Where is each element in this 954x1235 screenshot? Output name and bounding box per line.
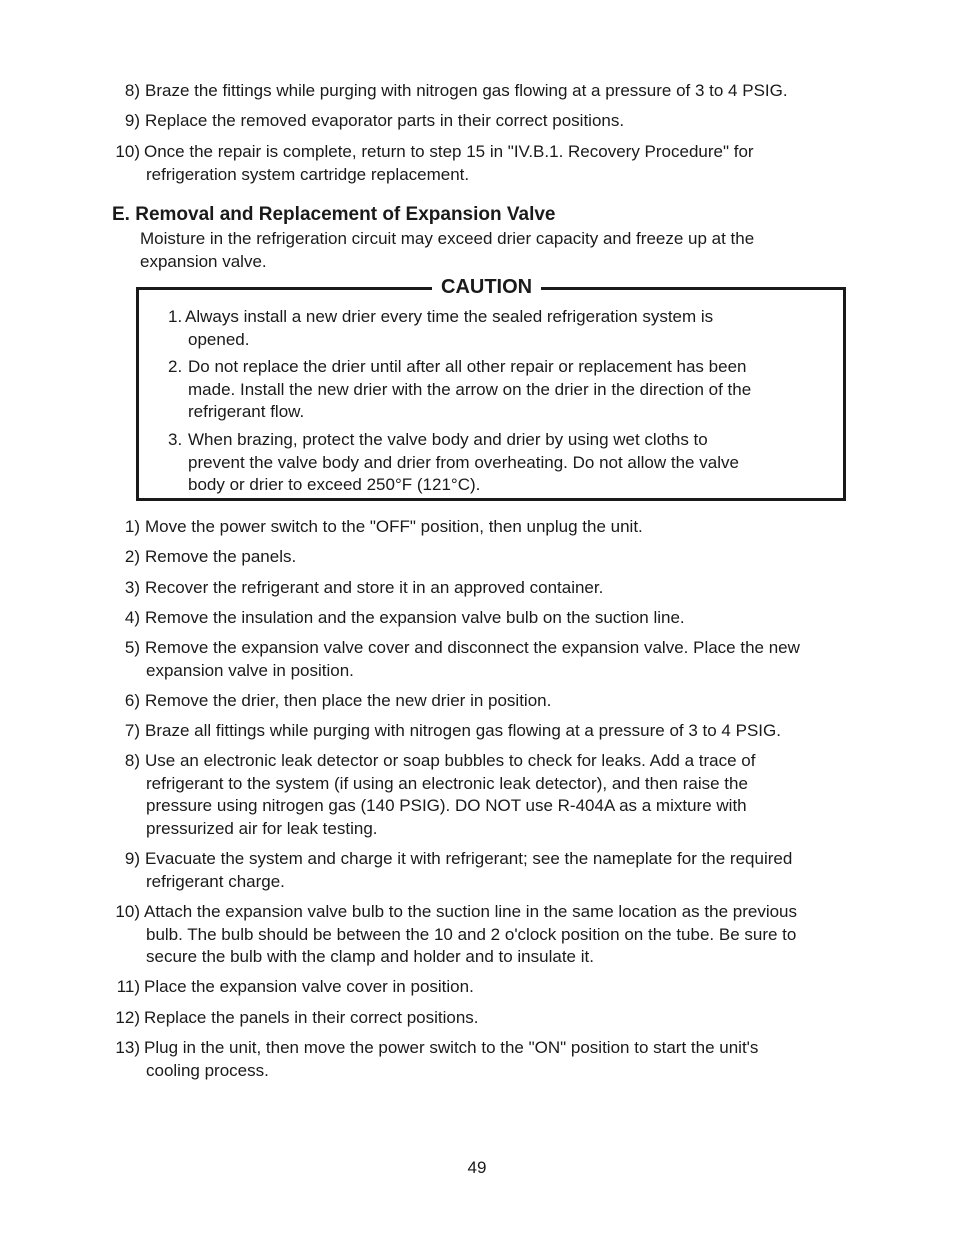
step-text: secure the bulb with the clamp and holder and to insulate it. <box>146 947 594 966</box>
step-number: 10) <box>115 142 140 161</box>
step-text: Remove the drier, then place the new drier in position. <box>145 691 552 710</box>
step-number: 12) <box>115 1008 140 1027</box>
caution-line: Do not replace the drier until after all other repair or replacement has been <box>188 357 747 376</box>
section-heading: E. Removal and Replacement of Expansion Valve <box>112 204 556 225</box>
caution-item-text <box>188 356 818 424</box>
step-text: pressure using nitrogen gas (140 PSIG). DO NOT use R-404A as a mixture with <box>146 796 747 815</box>
step-number: 8) <box>124 81 140 100</box>
caution-line: opened. <box>188 329 250 349</box>
caution-item-text <box>188 429 818 497</box>
section-intro <box>140 228 840 273</box>
step-text: Use an electronic leak detector or soap bubbles to check for leaks. Add a trace of <box>145 751 756 770</box>
caution-line: refrigerant flow. <box>188 402 305 421</box>
step-number: 9) <box>124 111 140 130</box>
step-number: 11) <box>116 977 140 996</box>
step-text: Replace the removed evaporator parts in their correct positions. <box>145 111 625 130</box>
step-text: pressurized air for leak testing. <box>146 818 378 838</box>
step-number: 2) <box>124 547 140 566</box>
caution-line: prevent the valve body and drier from overheating. Do not allow the valve <box>188 452 739 472</box>
step-number: 8) <box>124 751 140 770</box>
step-text: Attach the expansion valve bulb to the suction line in the same location as the previous <box>144 902 798 921</box>
step-text: Evacuate the system and charge it with refrigerant; see the nameplate for the required <box>145 849 793 868</box>
step-text: Replace the panels in their correct positions. <box>144 1008 479 1027</box>
step-text: refrigerant charge. <box>146 871 285 891</box>
caution-line: made. Install the new drier with the arrow on the drier in the direction of the <box>188 379 752 399</box>
step-text: Place the expansion valve cover in position. <box>144 977 474 996</box>
caution-line: When brazing, protect the valve body and drier by using wet cloths to <box>188 430 708 449</box>
step-text: bulb. The bulb should be between the 10 and 2 o'clock position on the tube. Be sure to <box>146 924 797 944</box>
caution-line: body or drier to exceed 250°F (121°C). <box>188 475 481 494</box>
step-number: 7) <box>124 721 140 740</box>
caution-title: CAUTION <box>432 275 541 299</box>
step-text: refrigeration system cartridge replacement. <box>146 164 470 184</box>
step-text: Remove the panels. <box>145 547 297 566</box>
step-text: Move the power switch to the "OFF" position, then unplug the unit. <box>145 517 643 536</box>
step-text: Recover the refrigerant and store it in an approved container. <box>145 578 604 597</box>
caution-line: Always install a new drier every time the sealed refrigeration system is <box>185 307 714 326</box>
step-text: refrigerant to the system (if using an electronic leak detector), and then raise the <box>146 773 748 793</box>
step-number: 10) <box>115 902 140 921</box>
step-text: Remove the expansion valve cover and disconnect the expansion valve. Place the new <box>145 638 800 657</box>
step-number: 3) <box>124 578 140 597</box>
step-text: cooling process. <box>146 1060 269 1080</box>
step-text: expansion valve in position. <box>146 660 354 680</box>
caution-item-text <box>185 306 815 351</box>
step-number: 9) <box>124 849 140 868</box>
step-text: Remove the insulation and the expansion valve bulb on the suction line. <box>145 608 685 627</box>
step-number: 6) <box>124 691 140 710</box>
step-text: Braze the fittings while purging with nitrogen gas flowing at a pressure of 3 to 4 PSIG. <box>145 81 788 100</box>
step-text: Braze all fittings while purging with nitrogen gas flowing at a pressure of 3 to 4 PSIG. <box>145 721 781 740</box>
step-number: 13) <box>115 1038 140 1057</box>
caution-item-number: 2. <box>168 357 183 376</box>
step-number: 1) <box>124 517 140 536</box>
intro-line: expansion valve. <box>140 251 267 271</box>
caution-item-number: 3. <box>168 430 183 449</box>
step-number: 4) <box>124 608 140 627</box>
step-number: 5) <box>124 638 140 657</box>
step-text: Plug in the unit, then move the power switch to the "ON" position to start the unit's <box>144 1038 759 1057</box>
step-text: Once the repair is complete, return to step 15 in "IV.B.1. Recovery Procedure" for <box>144 142 754 161</box>
caution-item-number: 1. <box>168 307 183 326</box>
page-number: 49 <box>467 1158 487 1177</box>
intro-line: Moisture in the refrigeration circuit may exceed drier capacity and freeze up at the <box>140 229 755 248</box>
